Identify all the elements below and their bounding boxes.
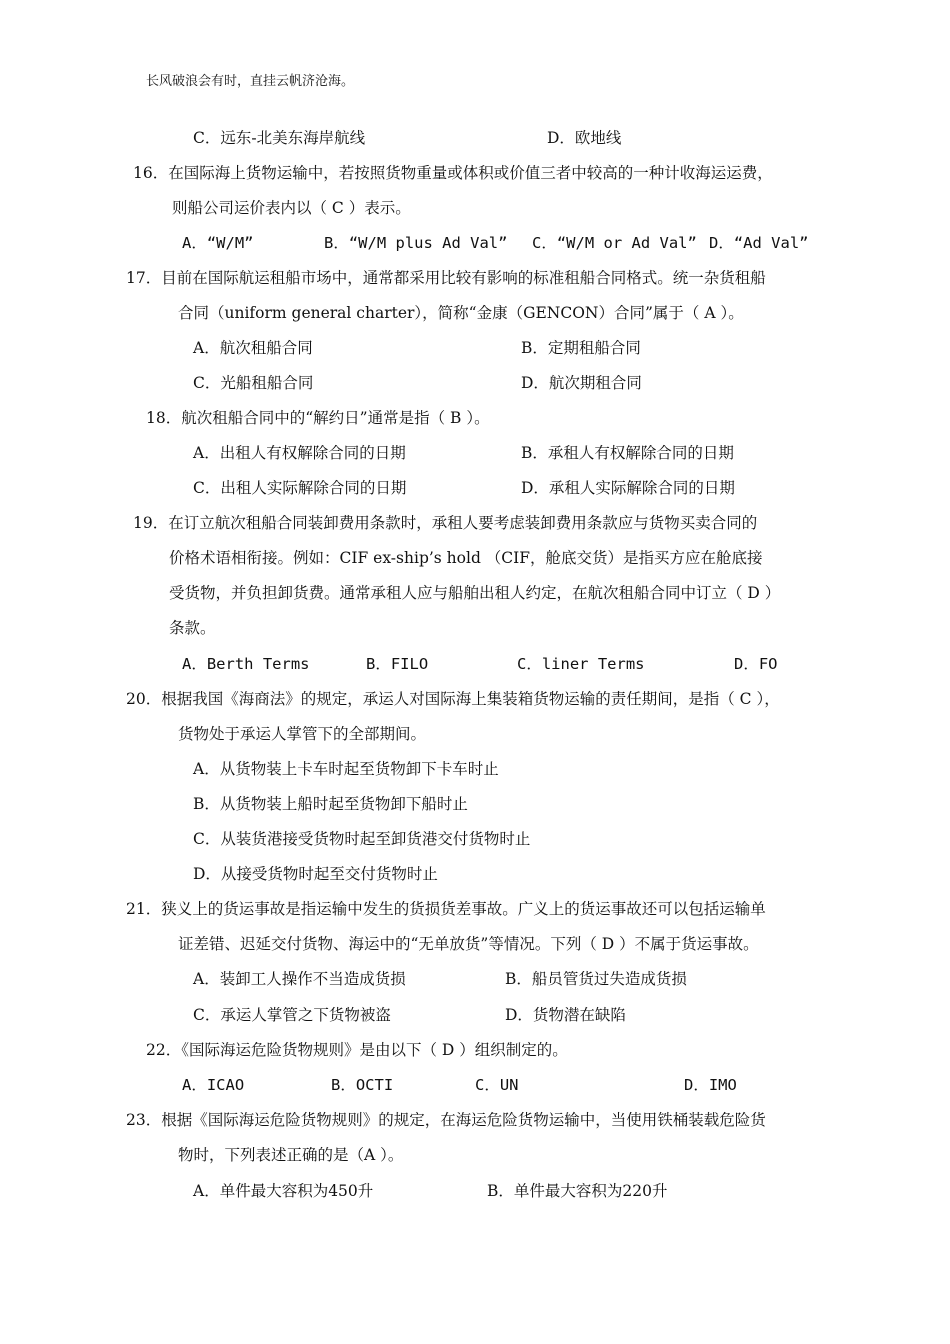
q16-option-d: D．“Ad Val” — [709, 234, 809, 252]
q16-option-a: A．“W/M” — [182, 234, 254, 252]
q23-text-line1: 23．根据《国际海运危险货物规则》的规定，在海运危险货物运输中，当使用铁桶装载危险货 — [126, 1111, 766, 1129]
q15-option-c: C．远东-北美东海岸航线 — [193, 129, 366, 147]
q21-option-c: C．承运人掌管之下货物被盗 — [193, 1006, 391, 1024]
q18-option-d: D．承租人实际解除合同的日期 — [521, 479, 735, 497]
q18-text-line1: 18．航次租船合同中的“解约日”通常是指（ B ）。 — [146, 409, 490, 427]
q19-option-a: A．Berth Terms — [182, 655, 310, 673]
q21-option-b: B．船员管货过失造成货损 — [505, 970, 687, 988]
q19-option-d: D．FO — [734, 655, 778, 673]
q16-text-line2: 则船公司运价表内以（ C ）表示。 — [172, 199, 411, 217]
q18-option-c: C．出租人实际解除合同的日期 — [193, 479, 407, 497]
q22-text-line1: 22．《国际海运危险货物规则》是由以下（ D ）组织制定的。 — [146, 1041, 568, 1059]
q22-option-a: A．ICAO — [182, 1076, 245, 1094]
q17-option-c: C．光船租船合同 — [193, 374, 314, 392]
q19-option-c: C．liner Terms — [517, 655, 645, 673]
q19-text-line1: 19．在订立航次租船合同装卸费用条款时，承租人要考虑装卸费用条款应与货物买卖合同的 — [133, 514, 758, 532]
q16-option-b: B．“W/M plus Ad Val” — [324, 234, 508, 252]
q18-option-b: B．承租人有权解除合同的日期 — [521, 444, 734, 462]
page-header: 长风破浪会有时，直挂云帆济沧海。 — [146, 74, 355, 89]
q22-option-c: C．UN — [475, 1076, 519, 1094]
q23-option-a: A．单件最大容积为450升 — [193, 1182, 374, 1200]
q22-option-b: B．OCTI — [331, 1076, 394, 1094]
q17-option-b: B．定期租船合同 — [521, 339, 641, 357]
q21-option-d: D．货物潜在缺陷 — [505, 1006, 626, 1024]
q17-text-line2: 合同（uniform general charter），简称“金康（GENCON）合同”属于（ A ）。 — [178, 304, 744, 322]
q19-text-line3: 受货物，并负担卸货费。通常承租人应与船舶出租人约定，在航次租船合同中订立（ D ） — [169, 584, 781, 602]
q17-option-a: A．航次租船合同 — [193, 339, 313, 357]
q23-option-b: B．单件最大容积为220升 — [487, 1182, 668, 1200]
q21-option-a: A．装卸工人操作不当造成货损 — [193, 970, 406, 988]
q17-option-d: D．航次期租合同 — [521, 374, 642, 392]
q20-text-line1: 20．根据我国《海商法》的规定，承运人对国际海上集装箱货物运输的责任期间，是指（ C ）， — [126, 690, 780, 708]
q20-option-d: D．从接受货物时起至交付货物时止 — [193, 865, 438, 883]
q15-option-d: D．欧地线 — [547, 129, 622, 147]
q22-option-d: D．IMO — [684, 1076, 737, 1094]
q16-option-c: C．“W/M or Ad Val” — [532, 234, 697, 252]
q21-text-line2: 证差错、迟延交付货物、海运中的“无单放货”等情况。下列（ D ）不属于货运事故。 — [178, 935, 759, 953]
q20-option-b: B．从货物装上船时起至货物卸下船时止 — [193, 795, 468, 813]
q19-text-line4: 条款。 — [169, 619, 216, 637]
q19-option-b: B．FILO — [366, 655, 429, 673]
q20-option-a: A．从货物装上卡车时起至货物卸下卡车时止 — [193, 760, 499, 778]
q21-text-line1: 21．狭义上的货运事故是指运输中发生的货损货差事故。广义上的货运事故还可以包括运输单 — [126, 900, 766, 918]
q20-text-line2: 货物处于承运人掌管下的全部期间。 — [178, 725, 427, 743]
q16-text-line1: 16．在国际海上货物运输中，若按照货物重量或体积或价值三者中较高的一种计收海运运费， — [133, 164, 773, 182]
q23-text-line2: 物时，下列表述正确的是（A ）。 — [178, 1146, 404, 1164]
q20-option-c: C．从装货港接受货物时起至卸货港交付货物时止 — [193, 830, 531, 848]
q17-text-line1: 17．目前在国际航运租船市场中，通常都采用比较有影响的标准租船合同格式。统一杂货租船 — [126, 269, 766, 287]
q18-option-a: A．出租人有权解除合同的日期 — [193, 444, 406, 462]
q19-text-line2: 价格术语相衔接。例如：CIF ex-ship’s hold （CIF，舱底交货）是指买方应在舱底接 — [169, 549, 763, 567]
